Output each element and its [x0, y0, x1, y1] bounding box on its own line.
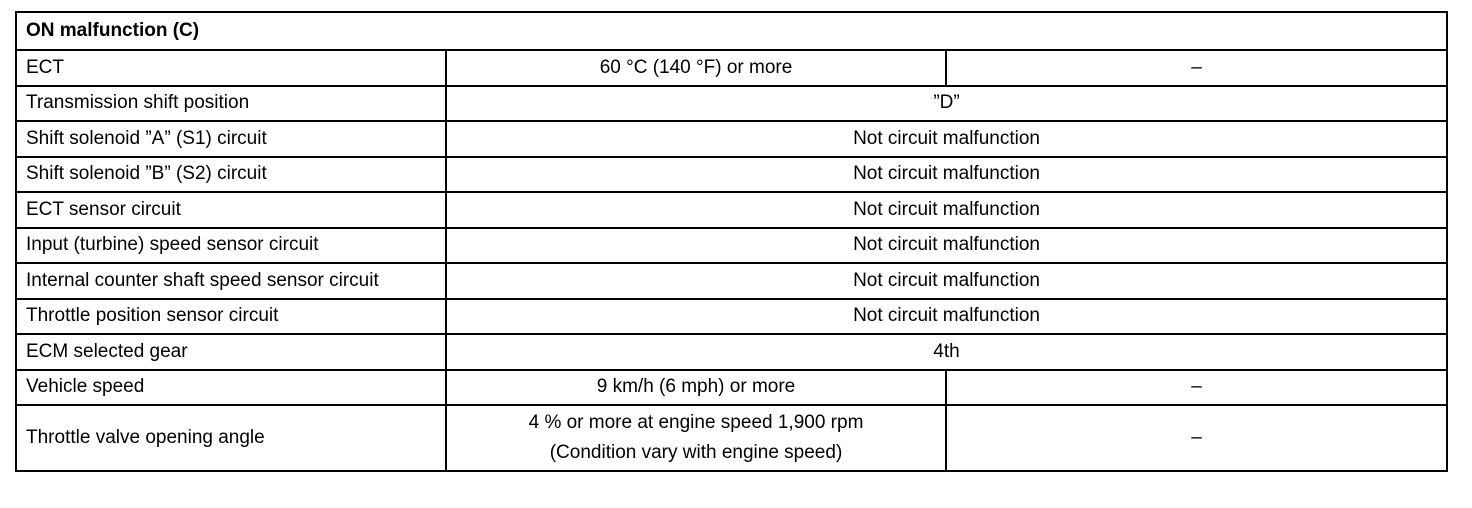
table-row — [16, 370, 1447, 406]
row-label: Shift solenoid ”A” (S1) circuit — [16, 121, 446, 157]
table-row — [16, 86, 1447, 122]
row-value: 4th — [446, 334, 1447, 370]
table-row — [16, 121, 1447, 157]
row-value: Not circuit malfunction — [446, 192, 1447, 228]
row-label: Input (turbine) speed sensor circuit — [16, 228, 446, 264]
row-label: Vehicle speed — [16, 370, 446, 406]
row-label: Shift solenoid ”B” (S2) circuit — [16, 157, 446, 193]
row-value: 60 °C (140 °F) or more — [446, 50, 946, 86]
row-label: Throttle valve opening angle — [16, 405, 446, 471]
table-row — [16, 228, 1447, 264]
row-value: Not circuit malfunction — [446, 228, 1447, 264]
row-value: Not circuit malfunction — [446, 157, 1447, 193]
row-value: Not circuit malfunction — [446, 263, 1447, 299]
row-extra: – — [946, 370, 1447, 406]
row-value: ”D” — [446, 86, 1447, 122]
table-row — [16, 263, 1447, 299]
table-row — [16, 299, 1447, 335]
table-row — [16, 50, 1447, 86]
table-row — [16, 192, 1447, 228]
row-value-line-1: 4 % or more at engine speed 1,900 rpm — [528, 412, 864, 433]
row-label: Internal counter shaft speed sensor circuit — [16, 263, 446, 299]
malfunction-conditions-table — [15, 11, 1448, 472]
row-label: Throttle position sensor circuit — [16, 299, 446, 335]
row-value: 9 km/h (6 mph) or more — [446, 370, 946, 406]
table-row — [16, 405, 1447, 471]
row-extra: – — [946, 405, 1447, 471]
row-value-line-2: (Condition vary with engine speed) — [549, 442, 843, 463]
table-header-row — [16, 12, 1447, 50]
row-label: ECT — [16, 50, 446, 86]
row-label: ECM selected gear — [16, 334, 446, 370]
row-label: ECT sensor circuit — [16, 192, 446, 228]
row-value: Not circuit malfunction — [446, 121, 1447, 157]
row-label: Transmission shift position — [16, 86, 446, 122]
row-value: Not circuit malfunction — [446, 299, 1447, 335]
table-header: ON malfunction (C) — [16, 12, 1447, 50]
row-value — [446, 405, 946, 471]
table-row — [16, 157, 1447, 193]
row-extra: – — [946, 50, 1447, 86]
table-row — [16, 334, 1447, 370]
